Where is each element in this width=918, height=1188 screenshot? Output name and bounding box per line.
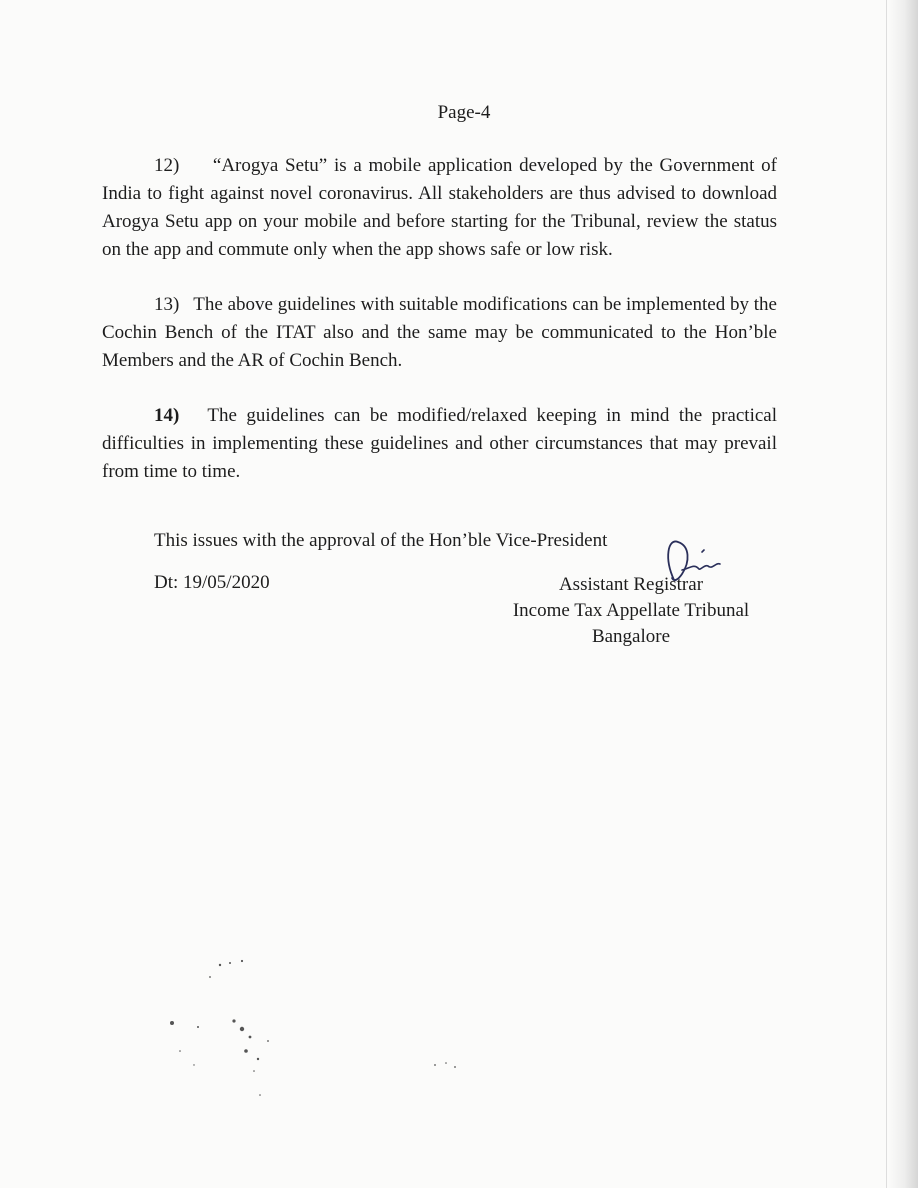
approval-line: This issues with the approval of the Hon’ble Vice-President (154, 530, 608, 551)
paragraph-12 (102, 152, 777, 264)
paragraph-13 (102, 291, 777, 375)
paragraph-14 (102, 402, 777, 486)
signatory-location: Bangalore (591, 626, 671, 647)
paragraph-14-number: 14) (154, 405, 180, 426)
scan-speckle-marks (150, 955, 490, 1105)
paragraph-13-number: 13) (154, 294, 180, 315)
signatory-block (486, 572, 776, 650)
page-number: Page-4 (437, 102, 491, 123)
page-edge-line (886, 0, 887, 1188)
paragraph-14-text: The guidelines can be modified/relaxed keeping in mind the practical difficulties in implementing these guidelines and other circumstances that may prevail from time to time. (102, 405, 777, 482)
document-date: Dt: 19/05/2020 (154, 572, 270, 593)
paragraph-12-text: “Arogya Setu” is a mobile application developed by the Government of India to fight against novel coronavirus. All stakeholders are thus advised to download Arogya Setu app on your mobile and before starting for the Tribunal, review the status on the app and commute only when the app shows safe or low risk. (102, 155, 778, 260)
paragraph-12-number: 12) (154, 155, 180, 176)
signatory-designation: Assistant Registrar (558, 574, 704, 595)
paragraph-13-text: The above guidelines with suitable modifications can be implemented by the Cochin Bench of the ITAT also and the same may be communicated to the Hon’ble Members and the AR of Cochin Bench. (102, 294, 777, 371)
page-right-shadow (888, 0, 918, 1188)
signatory-organization: Income Tax Appellate Tribunal (512, 600, 750, 621)
